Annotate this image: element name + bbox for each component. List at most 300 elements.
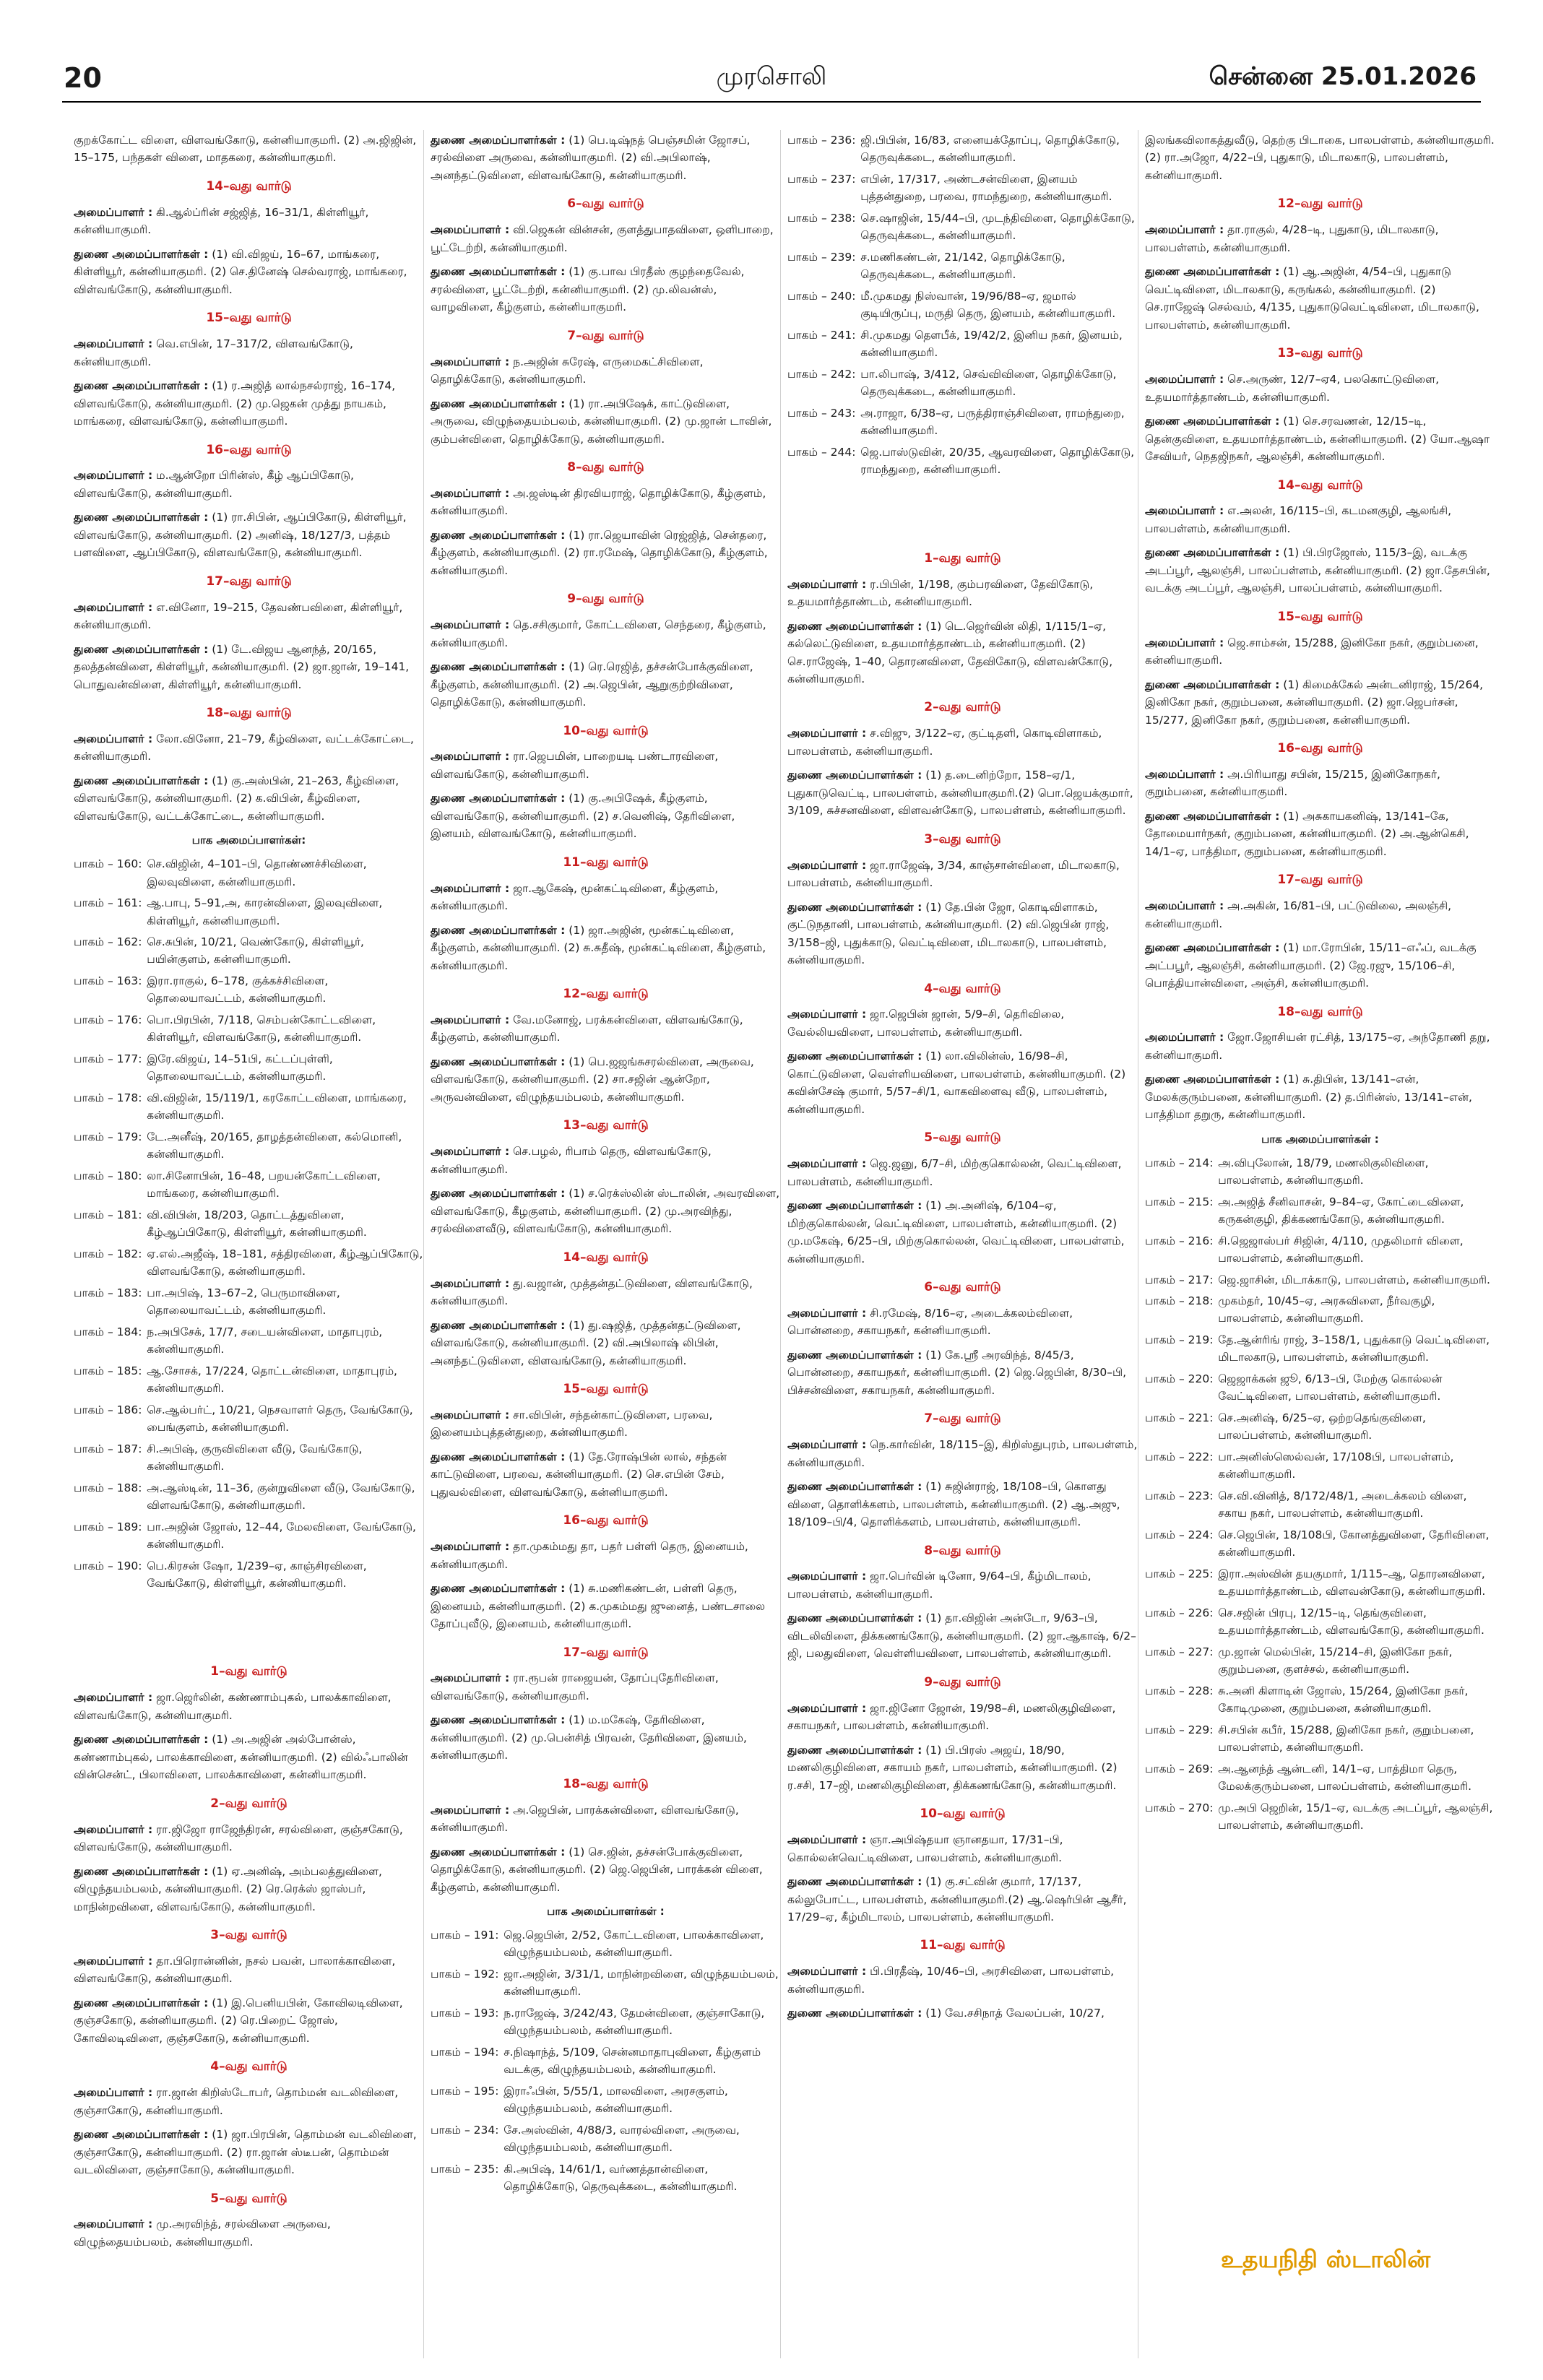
- separator: :: [1209, 1195, 1214, 1208]
- separator: :: [1209, 1450, 1214, 1463]
- organiser-entry: [1145, 544, 1495, 597]
- ward-heading: 12–வது வார்டு: [1277, 196, 1363, 212]
- role-label: துணை அமைப்பாளர்கள் :: [74, 2128, 209, 2142]
- role-label: அமைப்பாளர் :: [431, 1408, 510, 1421]
- separator: :: [138, 1403, 142, 1416]
- organiser-entry: [74, 131, 424, 167]
- separator: :: [495, 2045, 499, 2059]
- entry-text: (1) ரா.அபிஷேக், காட்டுவிளை, அருவை, விழுந்தையம்பலம், கன்னியாகுமரி. (2) மு.ஜான் டாவின், கும்பன்விளை, தொழிக்கோடு, கன்னியாகுமரி.: [431, 397, 772, 446]
- booth-entry: [1145, 1292, 1495, 1328]
- entry-text: குறக்கோட்ட விளை, விளவங்கோடு, கன்னியாகுமரி. (2) அ.ஜிஜின், 15–175, பந்தகள் விளை, மாதகரை, கன்னியாகுமரி.: [74, 134, 417, 165]
- booth-entry: [74, 894, 424, 930]
- separator: :: [1209, 1723, 1214, 1736]
- entry-text: (1) ஜா.பிரபின், தொம்மன் வடலிவிளை, குஞ்சாகோடு, கன்னியாகுமரி. (2) ரா.ஜான் ஸ்டீபன், தொம்மன் வடலிவிளை, குஞ்சாகோடு, கன்னியாகுமரி.: [74, 2128, 417, 2177]
- role-label: அமைப்பாளர் :: [1145, 1031, 1224, 1044]
- entry-text: ஜா.ஜெர்லின், கண்ணாம்புகல், பாலக்காவிளை, விளவங்கோடு, கன்னியாகுமரி.: [74, 1691, 392, 1722]
- booth-details: லா.சினோபின், 16–48, பறயன்கோட்டவிளை, மாங்கரை, கன்னியாகுமரி.: [147, 1169, 381, 1200]
- organiser-entry: [74, 509, 424, 561]
- entry-text: (1) சுஜின்ராஜ், 18/108–பி, கொளது விளை, தொளிக்களம், பாலபள்ளம், கன்னியாகுமரி. (2) ஆ.அஜு, 18/109–பி/4, தொளிக்களம், பாலபள்ளம், கன்னியாகுமரி.: [787, 1480, 1120, 1529]
- booth-details: வி.விஜின், 15/119/1, கரகோட்டவிளை, மாங்கரை, கன்னியாகுமரி.: [147, 1091, 407, 1122]
- booth-entry: [74, 1011, 424, 1047]
- booth-details: அ.அஜித் சீனிவாசன், 9–84–ஏ, கோட்டைவிளை, கருகன்குழி, திக்கணங்கோடு, கன்னியாகுமரி.: [1218, 1195, 1464, 1226]
- entry-text: ர.பிபின், 1/198, கும்பரவிளை, தேவிகோடு, உதயமார்த்தாண்டம், கன்னியாகுமரி.: [787, 577, 1094, 609]
- role-label: துணை அமைப்பாளர்கள் :: [74, 247, 209, 261]
- ward-heading: 1–வது வார்டு: [924, 550, 1001, 566]
- role-label: அமைப்பாளர் :: [431, 1803, 510, 1817]
- organiser-entry: [431, 131, 781, 184]
- booth-entry: [1145, 1682, 1495, 1718]
- separator: :: [138, 1130, 142, 1143]
- booth-details: பா.அஜின் ஜோஸ், 12–44, மேலவிளை, வேங்கோடு, கன்னியாகுமரி.: [147, 1520, 416, 1552]
- booth-number: பாகம் – 192: [431, 1967, 496, 1981]
- ward-heading: 15–வது வார்டு: [206, 311, 292, 326]
- booth-entry: [787, 326, 1138, 362]
- entry-text: (1) லா.விலின்ஸ், 16/98–சி, கொட்டுவிளை, வெள்ளியவிளை, பாலபள்ளம், கன்னியாகுமரி. (2) கவின்சேஷ் குமார், 5/57–சி/1, வாகவிளைவு வீடு, பாலபள்ளம், கன்னியாகுமரி.: [787, 1050, 1126, 1116]
- entry-text: (1) செ.சரவணன், 12/15–டி, தென்குவிளை, உதயமார்த்தாண்டம், கன்னியாகுமரி. (2) யோ.ஆஷா சேவியர், நெதஜிநகர், ஆலஞ்சி, கன்னியாகுமரி.: [1145, 415, 1490, 464]
- booth-details: தே.ஆன்ரிங் ராஜ், 3–158/1, புதுக்காடு வெட்டிவிளை, மிடாலகாடு, பாலபள்ளம், கன்னியாகுமரி.: [1218, 1333, 1490, 1364]
- organiser-entry: [787, 857, 1138, 892]
- organiser-entry: [1145, 502, 1495, 537]
- separator: :: [138, 974, 142, 987]
- booth-number: பாகம் – 176: [74, 1013, 139, 1026]
- role-label: அமைப்பாளர் :: [787, 1008, 867, 1021]
- booth-details: சி.சபின் கபீர், 15/288, இனிகோ நகர், குறும்பனை, பாலபள்ளம், கன்னியாகுமரி.: [1218, 1723, 1474, 1754]
- entry-text: தா.பிரொன்னின், நசல் பவன், பாலாக்காவிளை, விளவங்கோடு, கன்னியாகுமரி.: [74, 1954, 396, 1986]
- booth-entry: [74, 1557, 424, 1593]
- booth-details: வி.விபின், 18/203, தொட்டத்துவிளை, கீழ்ஆப்பிகோடு, கிள்ளியூர், கன்னியாகுமரி.: [147, 1208, 367, 1239]
- entry-text: (1) ஜா.அஜின், மூன்கட்டிவிளை, கீழ்குளம், கன்னியாகுமரி. (2) சு.சுதீஷ், மூன்கட்டிவிளை, கீழ்குளம், கன்னியாகுமரி.: [431, 923, 766, 972]
- organiser-entry: [431, 1317, 781, 1369]
- booth-entry: [74, 1128, 424, 1164]
- organiser-entry: [431, 1053, 781, 1106]
- organiser-entry: [431, 616, 781, 652]
- booth-number: பாகம் – 181: [74, 1208, 139, 1221]
- booth-entry: [74, 1440, 424, 1476]
- organiser-entry: [74, 730, 424, 766]
- entry-text: சி.ரமேஷ், 8/16–ஏ, அடைக்கலம்விளை, பொன்னறை, சகாயநகர், கன்னியாகுமரி.: [787, 1306, 1073, 1338]
- booth-entry: [1145, 1409, 1495, 1445]
- booth-entry: [74, 1284, 424, 1320]
- organiser-entry: [1145, 221, 1495, 256]
- role-label: அமைப்பாளர் :: [1145, 373, 1224, 386]
- entry-text: ஜா.ராஜேஷ், 3/34, காஞ்சான்விளை, மிடாலகாடு, பாலபள்ளம், கன்னியாகுமரி.: [787, 858, 1120, 890]
- booth-number: பாகம் – 191: [431, 1928, 496, 1942]
- booth-details: ஜெ.ஜாசின், மிடாக்காடு, பாலபள்ளம், கன்னியாகுமரி.: [1218, 1273, 1490, 1286]
- booth-details: ஆ.பாபு, 5–91,அ, காரன்விளை, இலவுவிளை, கிள்ளியூர், கன்னியாகுமரி.: [147, 896, 383, 927]
- ward-heading: 5–வது வார்டு: [210, 2191, 288, 2206]
- ward-heading: 14–வது வார்டு: [206, 178, 292, 194]
- role-label: அமைப்பாளர் :: [1145, 504, 1224, 518]
- separator: :: [495, 2006, 499, 2020]
- booth-details: பெ.கிரசன் ஷோ, 1/239–ஏ, காஞ்சிரவிளை, வேங்கோடு, கிள்ளியூர், கன்னியாகுமரி.: [147, 1559, 367, 1590]
- organiser-entry: [431, 1275, 781, 1310]
- booth-number: பாகம் – 178: [74, 1091, 139, 1104]
- organiser-entry: [74, 204, 424, 239]
- booth-details: சி.ஜெஜாஸ்பர் சிஜின், 4/110, முதலிமார் விளை, பாலபள்ளம், கன்னியாகுமரி.: [1218, 1234, 1464, 1265]
- entry-text: ஜா.ஆகேஷ், மூன்கட்டிவிளை, கீழ்குளம், கன்னியாகுமரி.: [431, 881, 719, 913]
- organiser-entry: [787, 1346, 1138, 1399]
- organiser-entry: [787, 576, 1138, 611]
- role-label: அமைப்பாளர் :: [431, 1540, 510, 1554]
- role-label: துணை அமைப்பாளர்கள் :: [787, 900, 922, 914]
- organiser-entry: [787, 1436, 1138, 1471]
- booth-entry: [74, 1323, 424, 1359]
- entry-text: (1) சு.திபின், 13/141–என், மேலக்குரும்பனை, கன்னியாகுமரி. (2) த.பிரின்ஸ், 13/141–என், பாத்திமா தறுரு, கன்னியாகுமரி.: [1145, 1073, 1472, 1122]
- ward-heading: 11–வது வார்டு: [920, 1938, 1006, 1953]
- entry-text: ந.அஜின் சுரேஷ், எருமைகட்சிவிளை, தொழிக்கோடு, கன்னியாகுமரி.: [431, 355, 704, 386]
- separator: :: [138, 1013, 142, 1026]
- booth-number: பாகம் – 215: [1145, 1195, 1210, 1208]
- separator: :: [138, 857, 142, 871]
- dateline: சென்னை 25.01.2026: [1209, 62, 1477, 91]
- organiser-entry: [431, 485, 781, 520]
- organiser-entry: [787, 1155, 1138, 1190]
- ward-heading: 7–வது வார்டு: [567, 328, 644, 343]
- ward-heading: 8–வது வார்டு: [924, 1543, 1001, 1558]
- column-4: [1145, 131, 1495, 1838]
- booth-details: அ.ஆஸ்டின், 11–36, குன்றுவிளை வீடு, வேங்கோடு, விளவங்கோடு, கன்னியாகுமரி.: [147, 1481, 415, 1513]
- booth-number: பாகம் – 183: [74, 1286, 139, 1299]
- booth-entry: [74, 1050, 424, 1086]
- role-label: துணை அமைப்பாளர்கள் :: [74, 1864, 209, 1878]
- entry-text: (1) இ.பெனியபின், கோவிலடிவிளை, குஞ்சகோடு, கன்னியாகுமரி. (2) ரெ.பிறைட் ஜோஸ், கோவிலடிவிளை, குஞ்சகோடு, கன்னியாகுமரி.: [74, 1996, 403, 2045]
- entry-text: (1) ர.அஜித் லால்நசல்ராஜ், 16–174, விளவங்கோடு, கன்னியாகுமரி. (2) மு.ஜெகன் முத்து நாயகம், மாங்கரை, விளவங்கோடு, கன்னியாகுமரி.: [74, 379, 396, 428]
- ward-heading: 9–வது வார்டு: [924, 1674, 1001, 1689]
- role-label: அமைப்பாளர் :: [787, 1438, 867, 1452]
- organiser-entry: [1145, 676, 1495, 729]
- booth-entry: [74, 1518, 424, 1554]
- organiser-entry: [431, 748, 781, 783]
- role-label: அமைப்பாளர் :: [431, 223, 510, 237]
- booth-details: ச.மணிகண்டன், 21/142, தொழிக்கோடு, தெருவுக்கடை, கன்னியாகுமரி.: [860, 250, 1066, 282]
- role-label: துணை அமைப்பாளர்கள் :: [431, 397, 566, 410]
- booth-entry: [787, 404, 1138, 440]
- organiser-entry: [787, 1831, 1138, 1866]
- booth-number: பாகம் – 216: [1145, 1234, 1210, 1247]
- role-label: துணை அமைப்பாளர்கள் :: [787, 1480, 922, 1494]
- role-label: அமைப்பாளர் :: [787, 1701, 867, 1715]
- booth-entry: [431, 2043, 781, 2079]
- booth-entry: [74, 933, 424, 969]
- role-label: துணை அமைப்பாளர்கள் :: [1145, 941, 1280, 955]
- ward-heading: 16–வது வார்டு: [206, 442, 292, 457]
- role-label: அமைப்பாளர் :: [74, 1691, 153, 1705]
- booth-number: பாகம் – 241: [787, 328, 852, 342]
- entry-text: து.வஜான், முத்தன்தட்டுவிளை, விளவங்கோடு, கன்னியாகுமரி.: [431, 1276, 753, 1308]
- ward-heading: 2–வது வார்டு: [210, 1796, 288, 1811]
- organiser-entry: [431, 527, 781, 579]
- organiser-entry: [1145, 412, 1495, 465]
- booth-entry: [1145, 1565, 1495, 1601]
- entry-text: ரா.ஜான் கிறிஸ்டோபர், தொம்மன் வடலிவிளை, குஞ்சாகோடு, கன்னியாகுமரி.: [74, 2086, 399, 2117]
- booth-number: பாகம் – 223: [1145, 1489, 1210, 1502]
- entry-text: (1) கே.ஸ்ரீ அரவிந்த், 8/45/3, பொன்னறை, சகாயநகர், கன்னியாகுமரி. (2) ஜெ.ஜெபின், 8/30–பி, பிச்சன்விளை, சகாயநகர், கன்னியாகுமரி.: [787, 1348, 1127, 1397]
- role-label: அமைப்பாளர் :: [431, 1145, 510, 1159]
- booth-details: ஜெ.பாஸ்டுவின், 20/35, ஆவரவிளை, தொழிக்கோடு, ராமந்துறை, கன்னியாகுமரி.: [860, 445, 1135, 477]
- booth-number: பாகம் – 235: [431, 2162, 496, 2176]
- ward-heading: 13–வது வார்டு: [563, 1118, 649, 1133]
- booth-details: முகம்தர், 10/45–ஏ, அரசுவிளை, நீர்வகுழி, பாலபள்ளம், கன்னியாகுமரி.: [1218, 1294, 1435, 1325]
- entry-text: (1) கு.பாவ பிரதீஸ் குழந்தைவேல், சரல்விளை, பூட்டேற்றி, கன்னியாகுமரி. (2) மு.லிவன்ஸ், வாழவிளை, கீழ்குளம், கன்னியாகுமரி.: [431, 265, 745, 314]
- role-label: துணை அமைப்பாளர்கள் :: [74, 1733, 209, 1747]
- signature: உதயநிதி ஸ்டாலின்: [1221, 2245, 1431, 2273]
- booth-number: பாகம் – 242: [787, 367, 852, 381]
- booth-entry: [1145, 1799, 1495, 1835]
- ward-heading: 10–வது வார்டு: [920, 1806, 1006, 1822]
- organiser-entry: [431, 1669, 781, 1705]
- separator: :: [1209, 1606, 1214, 1619]
- booth-details: இரா.அஸ்வின் தயகுமார், 1/115–ஆ, தொரனவிளை, உதயமார்த்தாண்டம், விளவன்கோடு, கன்னியாகுமரி.: [1218, 1567, 1486, 1598]
- organiser-entry: [787, 1609, 1138, 1662]
- ward-heading: 18–வது வார்டு: [563, 1776, 649, 1791]
- separator: :: [852, 289, 856, 303]
- booth-entry: [1145, 1193, 1495, 1229]
- role-label: துணை அமைப்பாளர்கள் :: [431, 923, 566, 937]
- masthead-rule: [62, 101, 1481, 103]
- booth-details: செ.சஜின் பிரபு, 12/15–டி, தெங்குவிளை, உதயமார்த்தாண்டம், விளவங்கோடு, கன்னியாகுமரி.: [1218, 1606, 1484, 1637]
- booth-details: பா.அனிஸ்ஸெல்வன், 17/108பி, பாலபள்ளம், கன்னியாகுமரி.: [1218, 1450, 1454, 1481]
- booth-details: பா.அபிஷ், 13–67–2, பெருமாவிளை, தொலையாவட்டம், கன்னியாகுமரி.: [147, 1286, 340, 1317]
- organiser-entry: [431, 1711, 781, 1764]
- role-label: துணை அமைப்பாளர்கள் :: [431, 1055, 566, 1068]
- organiser-entry: [787, 1963, 1138, 1998]
- role-label: அமைப்பாளர் :: [431, 750, 510, 763]
- booth-number: பாகம் – 220: [1145, 1372, 1210, 1385]
- booth-number: பாகம் – 229: [1145, 1723, 1210, 1736]
- separator: :: [138, 1052, 142, 1065]
- separator: :: [138, 1364, 142, 1377]
- entry-text: எ.அலன், 16/115–பி, கடமனகுழி, ஆலங்சி, பாலபள்ளம், கன்னியாகுமரி.: [1145, 504, 1452, 535]
- role-label: அமைப்பாளர் :: [74, 600, 153, 614]
- separator: :: [138, 1169, 142, 1182]
- role-label: துணை அமைப்பாளர்கள் :: [74, 511, 209, 524]
- separator: :: [495, 2123, 499, 2137]
- booth-number: பாகம் – 180: [74, 1169, 139, 1182]
- ward-heading: 8–வது வார்டு: [567, 460, 644, 475]
- role-label: அமைப்பாளர் :: [431, 1671, 510, 1685]
- column-1: [74, 131, 424, 2257]
- booth-entry: [1145, 1643, 1495, 1679]
- entry-text: ஜா.ஜெபின் ஜான், 5/9–சி, தெரிவிலை, வேல்லியவிளை, பாலபள்ளம், கன்னியாகுமரி.: [787, 1008, 1065, 1039]
- ward-heading: 3–வது வார்டு: [210, 1928, 288, 1943]
- booth-number: பாகம் – 163: [74, 974, 139, 987]
- role-label: துணை அமைப்பாளர்கள் :: [787, 619, 922, 633]
- booth-entry: [431, 2121, 781, 2157]
- organiser-entry: [431, 1580, 781, 1632]
- entry-text: (1) டெ.ஜெர்வின் லிதி, 1/115/1–ஏ, கல்லெட்டுவிளை, உதயமார்த்தாண்டம், கன்னியாகுமரி. (2) செ.ராஜேஷ், 1–40, தொரனவிளை, தேவிகோடு, விளவன்கோடு, கன்னியாகுமரி.: [787, 619, 1113, 685]
- entry-text: அ.அகின், 16/81–பி, பட்டுவிலை, அலஞ்சி, கன்னியாகுமரி.: [1145, 899, 1452, 930]
- booth-details: ஜெஜாக்கன் ஜூ, 6/13–பி, மேற்கு கொல்லன் வேட்டிவிளை, பாலபள்ளம், கன்னியாகுமரி.: [1218, 1372, 1443, 1403]
- role-label: துணை அமைப்பாளர்கள் :: [787, 769, 922, 782]
- booth-number: பாகம் – 228: [1145, 1684, 1210, 1697]
- separator: :: [495, 1928, 499, 1942]
- section-subheading: பாக அமைப்பாளர்கள்:: [191, 834, 306, 847]
- separator: :: [852, 445, 856, 459]
- organiser-entry: [74, 1821, 424, 1856]
- role-label: துணை அமைப்பாளர்கள் :: [787, 1611, 922, 1625]
- organiser-entry: [787, 1197, 1138, 1268]
- booth-number: பாகம் – 219: [1145, 1333, 1210, 1346]
- booth-entry: [1145, 1370, 1495, 1406]
- entry-text: லோ.வினோ, 21–79, கீழ்விளை, வட்டக்கோட்டை, கன்னியாகுமரி.: [74, 732, 414, 763]
- separator: :: [852, 250, 856, 264]
- booth-details: ந.அபிசேக், 17/7, சடையன்விளை, மாதாபுரம், கன்னியாகுமரி.: [147, 1325, 383, 1356]
- separator: :: [138, 1442, 142, 1455]
- booth-entry: [1145, 1721, 1495, 1757]
- role-label: துணை அமைப்பாளர்கள் :: [74, 379, 209, 393]
- entry-text: (1) அ.அனிஷ், 6/104–ஏ, மிற்குகொல்லன், வெட்டிவிளை, பாலபள்ளம், கன்னியாகுமரி. (2) மு.மகேஷ், 6/25–பி, மிற்குகொல்லன், வெட்டிவிளை, பாலபள்ளம், கன்னியாகுமரி.: [787, 1199, 1125, 1265]
- organiser-entry: [787, 618, 1138, 688]
- entry-text: அ.ஜஸ்டின் திரவியராஜ், தொழிக்கோடு, கீழ்குளம், கன்னியாகுமரி.: [431, 486, 766, 518]
- booth-entry: [431, 1965, 781, 2001]
- organiser-entry: [787, 1741, 1138, 1794]
- role-label: துணை அமைப்பாளர்கள் :: [1145, 1073, 1280, 1086]
- booth-entry: [74, 1362, 424, 1398]
- booth-entry: [74, 1206, 424, 1242]
- entry-text: (1) ரா.ஜெயாவின் ரெஜ்ஜித், சென்தரை, கீழ்குளம், கன்னியாகுமரி. (2) ரா.ரமேஷ், தொழிக்கோடு, கீழ்குளம், கன்னியாகுமரி.: [431, 528, 768, 577]
- entry-text: (1) கு.அஸ்பின், 21–263, கீழ்விளை, விளவங்கோடு, கன்னியாகுமரி. (2) க.விபின், கீழ்விளை, விளவங்கோடு, வட்டக்கோட்டை, கன்னியாகுமரி.: [74, 774, 399, 823]
- role-label: அமைப்பாளர் :: [431, 355, 510, 368]
- separator: :: [138, 1208, 142, 1221]
- booth-number: பாகம் – 218: [1145, 1294, 1210, 1307]
- role-label: அமைப்பாளர் :: [1145, 223, 1224, 237]
- ward-heading: 18–வது வார்டு: [206, 706, 292, 721]
- booth-number: பாகம் – 193: [431, 2006, 496, 2020]
- entry-text: ஜோ.ஜோசியன் ரட்சித், 13/175–ஏ, அந்தோணி தறு, கன்னியாகுமரி.: [1145, 1031, 1490, 1062]
- role-label: அமைப்பாளர் :: [431, 881, 510, 895]
- ward-heading: 13–வது வார்டு: [1277, 346, 1363, 361]
- booth-number: பாகம் – 161: [74, 896, 139, 910]
- organiser-entry: [787, 1478, 1138, 1531]
- booth-number: பாகம் – 189: [74, 1520, 139, 1533]
- organiser-entry: [431, 1801, 781, 1837]
- ward-heading: 14–வது வார்டு: [563, 1250, 649, 1265]
- entry-text: (1) து.ஷஜித், முத்தன்தட்டுவிளை, விளவங்கோடு, கன்னியாகுமரி. (2) வி.அபிலாஷ் லிபின், அனந்தட்டுவிளை, விளவங்கோடு, கன்னியாகுமரி.: [431, 1318, 741, 1367]
- booth-number: பாகம் – 244: [787, 445, 852, 459]
- booth-details: அ.ராஜா, 6/38–ஏ, பருத்திராஞ்சிவிளை, ராமந்துறை, கன்னியாகுமரி.: [860, 406, 1125, 438]
- booth-number: பாகம் – 184: [74, 1325, 139, 1338]
- masthead: [0, 0, 1543, 107]
- organiser-entry: [787, 1700, 1138, 1735]
- spacer: [787, 483, 1138, 539]
- entry-text: தா.ராகுல், 4/28–டி, புதுகாடு, மிடாலகாடு, பாலபள்ளம், கன்னியாகுமரி.: [1145, 223, 1439, 254]
- booth-entry: [787, 443, 1138, 479]
- organiser-entry: [74, 1952, 424, 1988]
- entry-text: (1) ம.மகேஷ், தேரிவிளை, கன்னியாகுமரி. (2) மு.பென்சித் பிரவன், தேரிவிளை, இனயம், கன்னியாகுமரி.: [431, 1713, 747, 1762]
- page-number: 20: [64, 62, 102, 94]
- booth-entry: [74, 1245, 424, 1281]
- ward-heading: 5–வது வார்டு: [924, 1130, 1001, 1146]
- entry-text: மு.அரவிந்த், சரல்விளை அருவை, விழுந்தையம்பலம், கன்னியாகுமரி.: [74, 2217, 331, 2249]
- ward-heading: 11–வது வார்டு: [563, 854, 649, 870]
- booth-details: சி.அபிஷ், குருவிவிளை வீடு, வேங்கோடு, கன்னியாகுமரி.: [147, 1442, 363, 1474]
- booth-details: டே.அனீஷ், 20/165, தாழத்தன்விளை, கல்மொனி, கன்னியாகுமரி.: [147, 1130, 402, 1161]
- ward-heading: 17–வது வார்டு: [1277, 873, 1363, 888]
- entry-text: (1) பெ.ஜஜங்சுசரல்விளை, அருவை, விளவங்கோடு, கன்னியாகுமரி. (2) சா.சஜின் ஆன்றோ, அருவன்விளை, விழுந்தயம்பலம், கன்னியாகுமரி.: [431, 1055, 754, 1104]
- role-label: அமைப்பாளர் :: [74, 732, 153, 745]
- separator: :: [852, 328, 856, 342]
- section-subheading: பாக அமைப்பாளர்கள் :: [547, 1905, 665, 1918]
- ward-heading: 6–வது வார்டு: [567, 196, 644, 212]
- separator: :: [852, 367, 856, 381]
- role-label: துணை அமைப்பாளர்கள் :: [1145, 415, 1280, 428]
- organiser-entry: [431, 880, 781, 915]
- entry-text: எ.வினோ, 19–215, தேவண்பவிளை, கிள்ளியூர், கன்னியாகுமரி.: [74, 600, 403, 632]
- booth-entry: [787, 170, 1138, 206]
- entry-text: (1) பி.பிரஸ் அஜய், 18/90, மணலிகுழிவிளை, சகாயம் நகர், பாலபள்ளம், கன்னியாகுமரி. (2) ர.சசி, 17–ஜி, மணலிகுழிவிளை, திக்கணங்கோடு, கன்னியாகுமரி.: [787, 1743, 1118, 1792]
- organiser-entry: [74, 772, 424, 825]
- separator: :: [495, 1967, 499, 1981]
- booth-number: பாகம் – 240: [787, 289, 852, 303]
- booth-number: பாகம் – 160: [74, 857, 139, 871]
- ward-heading: 4–வது வார்டு: [210, 2059, 288, 2074]
- entry-text: ச.விஜு, 3/122–ஏ, குட்டிதளி, கொடிவிளாகம், பாலபள்ளம், கன்னியாகுமரி.: [787, 727, 1102, 758]
- organiser-entry: [787, 766, 1138, 819]
- ward-heading: 6–வது வார்டு: [924, 1280, 1001, 1295]
- separator: :: [138, 1091, 142, 1104]
- entry-text: ம.ஆன்றோ பிரின்ஸ், கீழ் ஆப்பிகோடு, விளவங்கோடு, கன்னியாகுமரி.: [74, 469, 354, 500]
- booth-details: பா.லிபாஷ், 3/412, செவ்விவிளை, தொழிக்கோடு, தெருவுக்கடை, கன்னியாகுமரி.: [860, 367, 1117, 399]
- booth-entry: [74, 855, 424, 891]
- role-label: துணை அமைப்பாளர்கள் :: [431, 1845, 566, 1858]
- booth-entry: [1145, 1232, 1495, 1268]
- booth-entry: [1145, 1487, 1495, 1523]
- booth-details: அ.விபுலோன், 18/79, மணலிகுலிவிளை, பாலபள்ளம், கன்னியாகுமரி.: [1218, 1156, 1429, 1187]
- ward-heading: 4–வது வார்டு: [924, 981, 1001, 996]
- booth-details: செ.அனிஷ், 6/25–ஏ, ஒற்றதெங்குவிளை, பாலப்பள்ளம், கன்னியாகுமரி.: [1218, 1411, 1426, 1442]
- organiser-entry: [74, 641, 424, 693]
- role-label: அமைப்பாளர் :: [74, 337, 153, 351]
- role-label: துணை அமைப்பாளர்கள் :: [431, 134, 566, 147]
- ward-heading: 14–வது வார்டு: [1277, 477, 1363, 493]
- booth-number: பாகம் – 227: [1145, 1645, 1210, 1658]
- separator: :: [495, 2162, 499, 2176]
- booth-details: மு.ஜான் மெல்பின், 15/214–சி, இனிகோ நகர், குறும்பனை, குளச்சல், கன்னியாகுமரி.: [1218, 1645, 1453, 1676]
- booth-entry: [431, 2160, 781, 2196]
- entry-text: ஞா.அபிஷ்தயா ஞானதயா, 17/31–பி, கொல்லன்வெட்டிவிளை, பாலபள்ளம், கன்னியாகுமரி.: [787, 1833, 1063, 1864]
- separator: :: [1209, 1273, 1214, 1286]
- organiser-entry: [1145, 808, 1495, 860]
- ward-heading: 3–வது வார்டு: [924, 831, 1001, 847]
- ward-heading: 15–வது வார்டு: [1277, 609, 1363, 624]
- organiser-entry: [74, 2126, 424, 2178]
- entry-text: (1) டே.விஜய ஆனந்த், 20/165, தலத்தன்விளை, கிள்ளியூர், கன்னியாகுமரி. (2) ஜா.ஜான், 19–141, பொதுவன்விளை, கிள்ளியூர், கன்னியாகுமரி.: [74, 642, 410, 691]
- separator: :: [1209, 1489, 1214, 1502]
- separator: :: [138, 1481, 142, 1494]
- separator: :: [1209, 1372, 1214, 1385]
- separator: :: [495, 2084, 499, 2098]
- booth-number: பாகம் – 237: [787, 172, 852, 186]
- role-label: துணை அமைப்பாளர்கள் :: [787, 1050, 922, 1063]
- role-label: அமைப்பாளர் :: [74, 1954, 153, 1968]
- entry-text: தா.முகம்மது தா, பதர் பள்ளி தெரு, இனையம், கன்னியாகுமரி.: [431, 1540, 748, 1571]
- booth-number: பாகம் – 269: [1145, 1762, 1210, 1775]
- booth-number: பாகம் – 185: [74, 1364, 139, 1377]
- spacer: [74, 1596, 424, 1652]
- booth-details: ஜா.அஜின், 3/31/1, மாநின்றவிளை, விழுந்தயம்பலம், கன்னியாகுமரி.: [503, 1967, 779, 1999]
- role-label: அமைப்பாளர் :: [74, 2086, 153, 2100]
- role-label: அமைப்பாளர் :: [74, 2217, 153, 2231]
- entry-text: (1) ஆ.அஜின், 4/54–பி, புதுகாடு வெட்டிவிளை, மிடாலகாடு, கருங்கல், கன்னியாகுமரி. (2) செ.ராஜேஷ் செல்வம், 4/135, புதுகாடுவெட்டிவிளை, மிடாலகாடு, பாலபள்ளம், கன்னியாகுமரி.: [1145, 265, 1479, 332]
- organiser-entry: [787, 1873, 1138, 1926]
- booth-details: சே.அஸ்வின், 4/88/3, வாரல்விளை, அருவை, விழுந்தயம்பலம், கன்னியாகுமரி.: [503, 2123, 740, 2155]
- role-label: அமைப்பாளர் :: [74, 205, 153, 219]
- booth-entry: [431, 2004, 781, 2040]
- ward-heading: 1–வது வார்டு: [210, 1664, 288, 1679]
- separator: :: [1209, 1294, 1214, 1307]
- booth-entry: [74, 1167, 424, 1203]
- booth-number: பாகம் – 195: [431, 2084, 496, 2098]
